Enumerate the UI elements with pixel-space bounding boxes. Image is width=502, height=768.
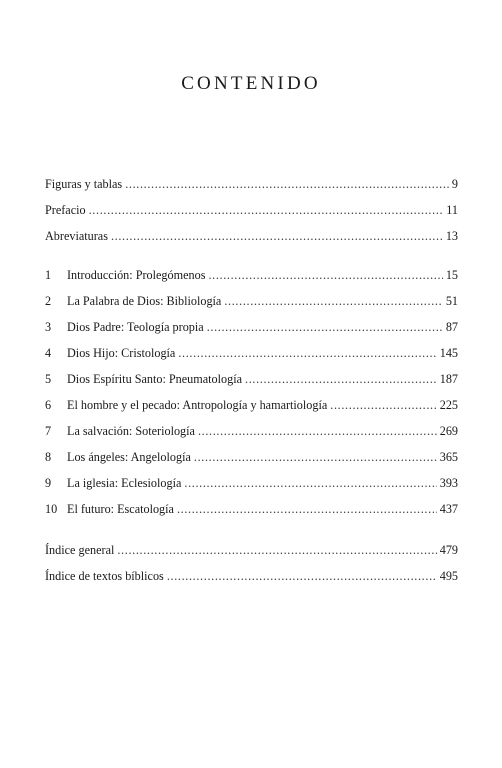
chapter-number: 1 [45,268,52,282]
toc-chapter-9 [45,473,458,493]
dot-leader [245,369,437,389]
toc-entry-label: Figuras y tablas [45,177,123,191]
toc-chapter-1 [45,265,458,285]
dot-leader [111,226,443,246]
dot-leader [89,200,444,220]
dot-leader [178,343,436,363]
toc-entry-abreviaturas [45,226,458,246]
toc-chapter-2 [45,291,458,311]
chapter-number: 5 [45,372,52,386]
toc-entry-indice-textos [45,566,458,586]
chapter-number: 10 [45,502,58,516]
toc-entry-page: 9 [451,177,458,191]
toc-entry-label: El futuro: Escatología [67,502,174,516]
toc-chapter-4 [45,343,458,363]
toc-entry-label: La salvación: Soteriología [67,424,195,438]
dot-leader [207,317,443,337]
toc-chapter-5 [45,369,458,389]
toc-entry-label: Dios Padre: Teología propia [67,320,204,334]
toc-entry-label: La Palabra de Dios: Bibliología [67,294,222,308]
dot-leader [208,265,442,285]
toc-entry-page: 187 [439,372,458,386]
toc-entry-page: 437 [439,502,458,516]
toc-chapter-10 [45,499,458,519]
toc-entry-page: 225 [439,398,458,412]
toc-entry-page: 269 [439,424,458,438]
toc-entry-label: La iglesia: Eclesiología [67,476,182,490]
toc-entry-prefacio [45,200,458,220]
toc-entry-page: 365 [439,450,458,464]
toc-entry-page: 479 [439,543,458,557]
toc-entry-page: 15 [445,268,458,282]
toc-chapter-8 [45,447,458,467]
toc-chapter-6 [45,395,458,415]
dot-leader [167,566,437,586]
toc-entry-indice-general [45,540,458,560]
chapter-number: 3 [45,320,52,334]
toc-entry-page: 11 [446,203,458,217]
toc-entry-label: Abreviaturas [45,229,108,243]
chapter-number: 9 [45,476,52,490]
toc-entry-label: Dios Hijo: Cristología [67,346,176,360]
dot-leader [330,395,436,415]
dot-leader [125,174,449,194]
toc-chapter-3 [45,317,458,337]
toc-entry-label: Los ángeles: Angelología [67,450,191,464]
toc-entry-label: Prefacio [45,203,86,217]
chapter-number: 8 [45,450,52,464]
toc-entry-label: Introducción: Prolegómenos [67,268,206,282]
toc-entry-label: Dios Espíritu Santo: Pneumatología [67,372,243,386]
dot-leader [177,499,437,519]
toc-entry-label: Índice de textos bíblicos [45,569,164,583]
toc-entry-page: 393 [439,476,458,490]
chapter-number: 2 [45,294,52,308]
toc-chapter-7 [45,421,458,441]
dot-leader [198,421,437,441]
chapter-number: 4 [45,346,52,360]
dot-leader [184,473,436,493]
chapter-number: 6 [45,398,52,412]
toc-entry-page: 13 [445,229,458,243]
chapter-number: 7 [45,424,52,438]
toc-entry-label: El hombre y el pecado: Antropología y hamartiología [67,398,328,412]
dot-leader [194,447,437,467]
toc-entry-label: Índice general [45,543,115,557]
toc-entry-figuras [45,174,458,194]
toc-entry-page: 87 [445,320,458,334]
toc-entry-page: 51 [445,294,458,308]
page-title: CONTENIDO [181,72,321,94]
dot-leader [224,291,442,311]
toc-entry-page: 145 [439,346,458,360]
toc-entry-page: 495 [439,569,458,583]
dot-leader [117,540,436,560]
